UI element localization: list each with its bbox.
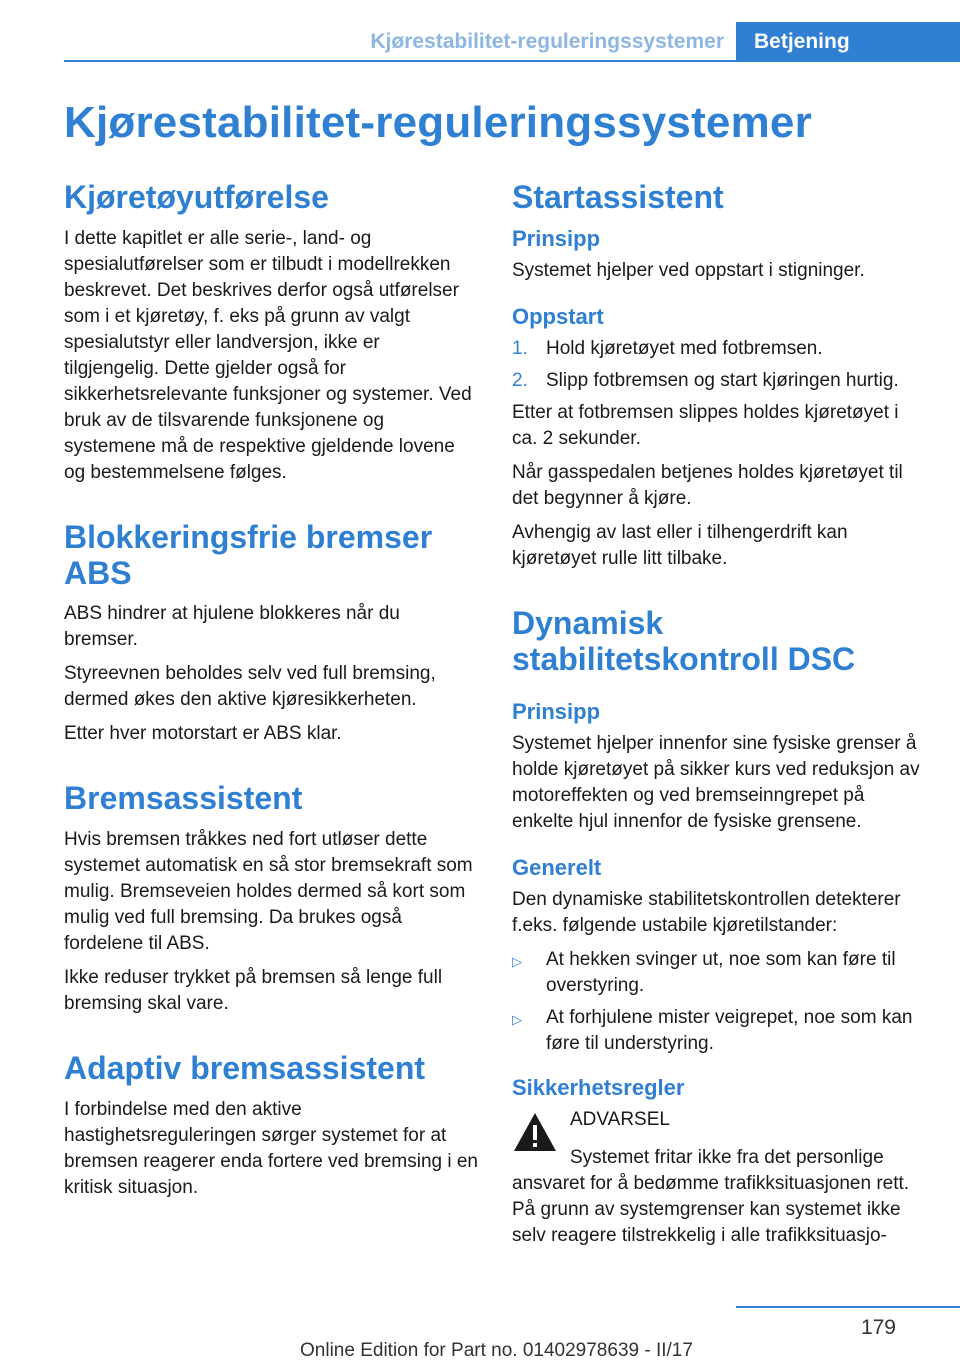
right-column [512, 180, 928, 1257]
bullet-text: At forhjulene mister veigrepet, noe som kan føre til understyring. [546, 1007, 913, 1055]
heading-brake-assist: Bremsassistent [64, 780, 303, 817]
brake-assist-text-1: Hvis bremsen tråkkes ned fort utløser dette systemet automatisk en så stor bremsekraft som mulig. Bremseveien holdes dermed så kort som mulig ved full bremsing. Da brukes også fordelene til ABS. [64, 829, 473, 955]
header-section-label: Kjørestabilitet-reguleringssystemer [370, 30, 724, 53]
subheading-safety: Sikkerhetsregler [512, 1075, 685, 1101]
warning-text: Systemet fritar ikke fra det personlige ansvaret for å bedømme trafikksituasjonen rett. På grunn av systemgrenser kan systemet ikke selv reagere tilstrekkelig i alle trafikksituasjo- [512, 1147, 910, 1247]
adaptive-brake-assist-text: I forbindelse med den aktive hastighetsreguleringen sørger systemet for at bremsen reagerer enda fortere ved bremsing i en kritisk situasjon. [64, 1099, 479, 1199]
page-title: Kjørestabilitet-reguleringssystemer [64, 98, 812, 147]
list-item [512, 368, 928, 394]
vehicle-version-text: I dette kapitlet er alle serie-, land- og spesialutførelser som er tilbudt i modellrekken beskrevet. Det beskrives derfor også utførelser som i et kjøretøy, f. eks på grunn av valgt spesialutstyr eller landversjon, ikke er tilgjengelig. Dette gjelder også for sikkerhetsrelevante funksjoner og systemer. Ved bruk av de tilsvarende funksjonene og systemene må de respektive gjeldende lovene og bestemmelsene følges. [64, 227, 472, 483]
subheading-startup: Oppstart [512, 303, 604, 329]
step-number: 1. [512, 337, 528, 359]
dsc-bullets [512, 947, 928, 1057]
list-item [512, 1005, 928, 1057]
subheading-principle: Prinsipp [512, 225, 601, 251]
triangle-bullet-icon: ▷ [512, 1012, 522, 1028]
start-text-3: Avhengig av last eller i tilhengerdrift kan kjøretøyet rulle litt tilbake. [512, 521, 848, 569]
start-text-1: Etter at fotbremsen slippes holdes kjøretøyet i ca. 2 sekunder. [512, 401, 899, 449]
bullet-text: At hekken svinger ut, noe som kan føre til overstyring. [546, 949, 896, 997]
heading-abs: Blokkeringsfrie bremser ABS [64, 518, 433, 591]
step-number: 2. [512, 369, 528, 391]
step-text: Hold kjøretøyet med fotbremsen. [546, 337, 823, 359]
footer-edition: Online Edition for Part no. 01402978639 - II/17 [300, 1340, 693, 1361]
start-principle-text: Systemet hjelper ved oppstart i stigninger. [512, 259, 865, 281]
heading-vehicle-version: Kjøretøyutførelse [64, 179, 329, 215]
warning-heading [570, 1107, 670, 1139]
heading-dsc: Dynamisk stabilitetskontroll DSC [512, 604, 856, 677]
page-number: 179 [860, 1316, 896, 1339]
abs-text-3: Etter hver motorstart er ABS klar. [64, 723, 342, 745]
warning-triangle-icon [512, 1111, 558, 1153]
warning-label: ADVARSEL [570, 1109, 670, 1131]
list-item [512, 336, 928, 362]
subheading-dsc-principle: Prinsipp [512, 699, 601, 725]
left-column [64, 180, 478, 1209]
abs-text-1: ABS hindrer at hjulene blokkeres når du bremser. [64, 603, 400, 651]
header-chapter-tab: Betjening [736, 22, 960, 62]
brake-assist-text-2: Ikke reduser trykket på bremsen så lenge full bremsing skal vare. [64, 967, 443, 1015]
dsc-principle-text: Systemet hjelper innenfor sine fysiske grenser å holde kjøretøyet på sikker kurs ved reduksjon av motoreffekten og ved bremseinngrepet på enkelte hjul innenfor de fysiske grensene. [512, 733, 920, 833]
list-item [512, 947, 928, 999]
footer-rule [736, 1306, 960, 1308]
heading-start-assist: Startassistent [512, 179, 724, 215]
dsc-general-text: Den dynamiske stabilitetskontrollen detekterer f.eks. følgende ustabile kjøretilstander: [512, 889, 901, 937]
abs-text-2: Styreevnen beholdes selv ved full bremsing, dermed økes den aktive kjøresikkerheten. [64, 663, 436, 711]
triangle-bullet-icon: ▷ [512, 954, 522, 970]
heading-adaptive-brake-assist: Adaptiv bremsassistent [64, 1050, 426, 1087]
subheading-general: Generelt [512, 855, 602, 881]
start-text-2: Når gasspedalen betjenes holdes kjøretøyet til det begynner å kjøre. [512, 461, 903, 509]
step-text: Slipp fotbremsen og start kjøringen hurtig. [546, 369, 899, 391]
startup-steps [512, 336, 928, 394]
